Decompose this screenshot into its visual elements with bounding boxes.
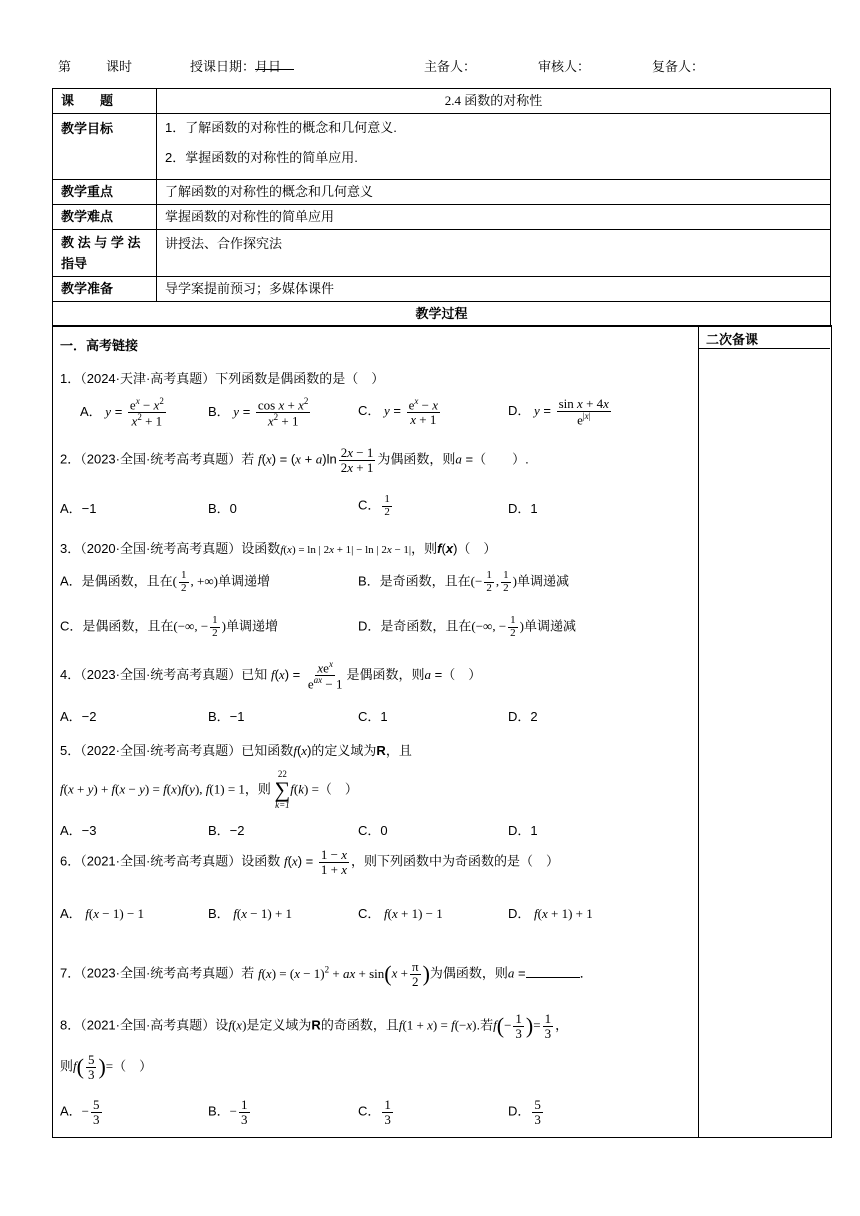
q6-stem: 6．（2021·全国·统考高考真题）设函数 f(x) = $\frac{1 - x}{1 + x}$ ，则下列函数中为奇函数的是（ ） <box>60 847 559 877</box>
q4-option-c[interactable]: C．1 <box>358 709 388 724</box>
goals-label: 教学目标 <box>53 114 157 180</box>
lesson-header <box>58 56 818 74</box>
q8-stem-line2: 则f( $\frac{5}{3}$ )=（ ） <box>60 1052 153 1082</box>
q8-option-a[interactable]: A．− $\frac{5}{3}$ <box>60 1097 100 1127</box>
q1-option-c[interactable]: C． y = $\frac{e^x - x}{x + 1}$ <box>358 396 439 427</box>
q3-stem: 3．（2020·全国·统考高考真题）设函数f(x) = ln | 2x + 1| − ln | 2x − 1|，则f(x)（ ） <box>60 541 497 556</box>
topic-value: 2.4 函数的对称性 <box>157 89 831 114</box>
q5-option-c[interactable]: C．0 <box>358 823 388 838</box>
key-point-value: 了解函数的对称性的概念和几何意义 <box>157 180 831 205</box>
q6-option-c[interactable]: C． f(x + 1) − 1 <box>358 906 443 921</box>
q3-option-a[interactable]: A．是偶函数，且在( $\frac{1}{2}$ , +∞)单调递增 <box>60 569 270 594</box>
q3-option-c[interactable]: C．是偶函数，且在(−∞, − $\frac{1}{2}$ )单调递增 <box>60 614 279 639</box>
method-label-line2: 指导 <box>61 256 88 271</box>
section-title: 一．高考链接 <box>60 338 139 353</box>
goal-1: 1．了解函数的对称性的概念和几何意义. <box>165 120 397 135</box>
side-column-label: 二次备课 <box>706 332 759 347</box>
q2-option-a[interactable]: A．−1 <box>60 501 97 516</box>
q3-option-b[interactable]: B．是奇函数，且在(− $\frac{1}{2}$ , $\frac{1}{2}$ )单调递减 <box>358 569 569 594</box>
q4-option-b[interactable]: B．−1 <box>208 709 245 724</box>
q4-option-d[interactable]: D．2 <box>508 709 538 724</box>
q8-option-c[interactable]: C． $\frac{1}{3}$ <box>358 1097 391 1127</box>
q6-option-b[interactable]: B． f(x − 1) + 1 <box>208 906 293 921</box>
difficulty-label: 教学难点 <box>53 205 157 230</box>
difficulty-value: 掌握函数的对称性的简单应用 <box>157 205 831 230</box>
q5-stem: 5．（2022·全国·统考高考真题）已知函数f(x)的定义域为R，且 <box>60 743 412 758</box>
key-point-label: 教学重点 <box>53 180 157 205</box>
q5-stem-line2: f(x + y) + f(x − y) = f(x)f(y), f(1) = 1，则 22 ∑ k=1 f(k) =（ ） <box>60 769 358 810</box>
q5-option-b[interactable]: B．−2 <box>208 823 245 838</box>
q7-stem: 7．（2023·全国·统考高考真题）若 $f(x) = (x - 1)^2$ + ax + sin(x + $\frac{\pi}{2}$ )为偶函数，则a = ． <box>60 959 593 989</box>
q5-option-a[interactable]: A．−3 <box>60 823 97 838</box>
period-suffix: 课时 <box>106 59 133 74</box>
q6-option-d[interactable]: D． f(x + 1) + 1 <box>508 906 593 921</box>
q2-option-b[interactable]: B．0 <box>208 501 237 516</box>
preparer-label: 主备人： <box>424 59 477 74</box>
day-blank[interactable] <box>268 56 294 70</box>
q1-option-a[interactable]: A． y = $\frac{e^x - x^2}{x^2 + 1}$ <box>80 396 164 429</box>
lesson-info-table <box>52 88 831 327</box>
co-preparer-label: 复备人： <box>652 59 705 74</box>
q8-option-b[interactable]: B．− $\frac{1}{3}$ <box>208 1097 248 1127</box>
q4-stem: 4．（2023·全国·统考高考真题）已知 f(x) = $\frac{xe^x}{e^{ax} - 1}$ 是偶函数，则a =（ ） <box>60 659 482 692</box>
q1-option-b[interactable]: B． y = $\frac{\cos x + x^2}{x^2 + 1}$ <box>208 396 309 429</box>
date-label: 授课日期： <box>190 59 256 74</box>
side-column-divider <box>698 325 699 1137</box>
period-prefix: 第 <box>58 59 72 74</box>
q4-option-a[interactable]: A．−2 <box>60 709 97 724</box>
goal-2: 2．掌握函数的对称性的简单应用. <box>165 150 358 165</box>
day-label: 日 <box>268 59 282 74</box>
q3-option-d[interactable]: D．是奇函数，且在(−∞, − $\frac{1}{2}$ )单调递减 <box>358 614 577 639</box>
process-label: 教学过程 <box>53 302 831 327</box>
prep-label: 教学准备 <box>53 277 157 302</box>
q2-stem: 2．（2023·全国·统考高考真题）若 f(x) = (x + a)ln $\frac{2x - 1}{2x + 1}$ 为偶函数，则a =（ ）. <box>60 445 529 475</box>
q8-option-d[interactable]: D． $\frac{5}{3}$ <box>508 1097 541 1127</box>
q2-option-d[interactable]: D．1 <box>508 501 538 516</box>
side-header-divider <box>698 348 830 349</box>
q7-answer-blank[interactable] <box>526 965 580 978</box>
reviewer-label: 审核人： <box>538 59 591 74</box>
topic-label: 课 题 <box>53 89 157 114</box>
q8-stem: 8．（2021·全国·高考真题）设f(x)是定义域为R的奇函数，且f(1 + x) = f(−x).若f(− $\frac{1}{3}$ )= $\frac{1}{3}$ ， <box>60 1011 569 1041</box>
method-value: 讲授法、合作探究法 <box>157 230 831 277</box>
prep-value: 导学案提前预习；多媒体课件 <box>157 277 831 302</box>
q5-option-d[interactable]: D．1 <box>508 823 538 838</box>
q1-option-d[interactable]: D． y = $\frac{\text{sin x + 4x}}{e^{|x|}}$ <box>508 396 609 427</box>
q2-option-c[interactable]: C． $\frac{1}{2}$ <box>358 493 390 518</box>
q1-stem: 1．（2024·天津·高考真题）下列函数是偶函数的是（ ） <box>60 371 385 386</box>
method-label-line1: 教 法 与 学 法 <box>61 235 141 250</box>
q6-option-a[interactable]: A． f(x − 1) − 1 <box>60 906 145 921</box>
month-label: 月 <box>255 59 269 74</box>
